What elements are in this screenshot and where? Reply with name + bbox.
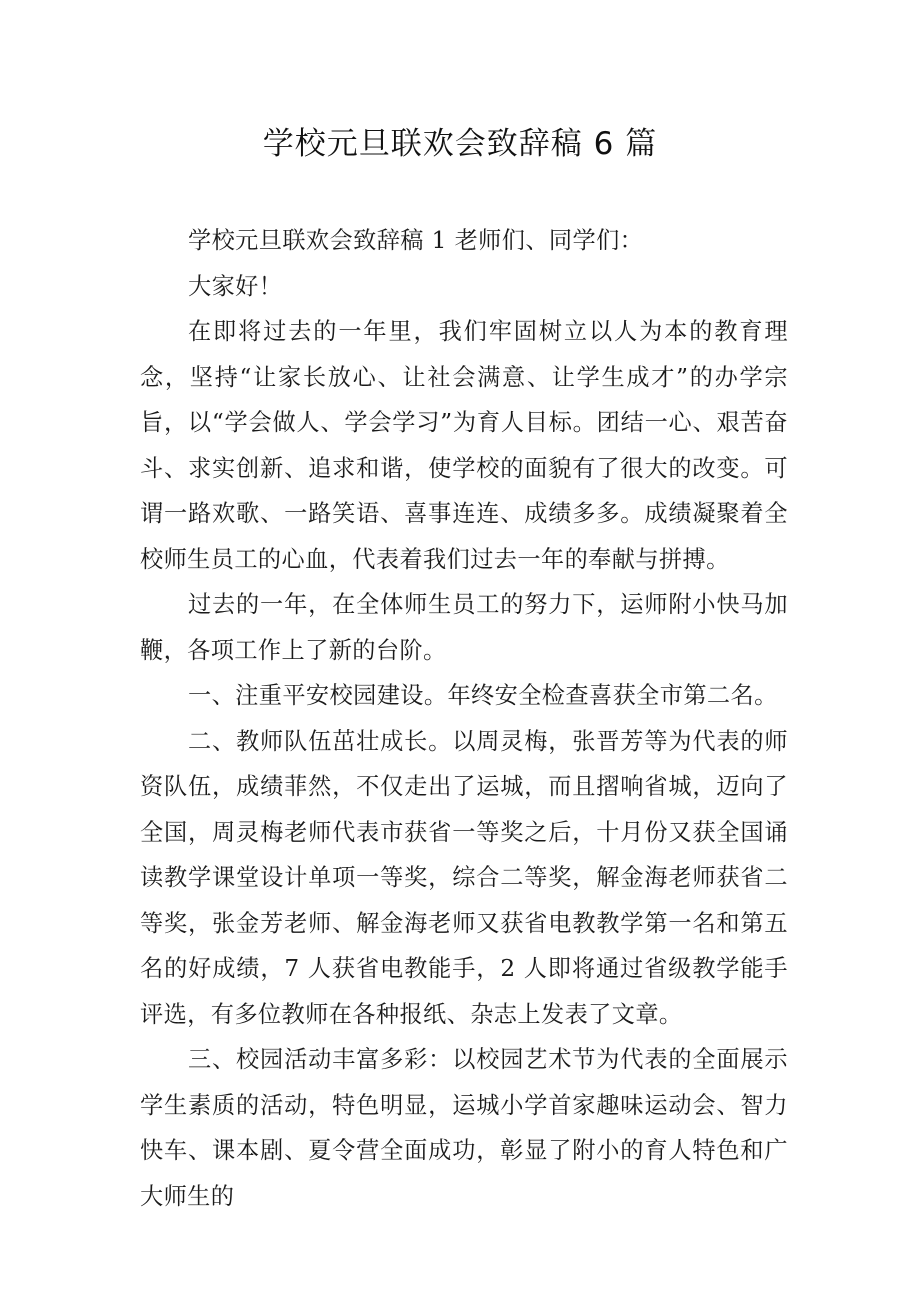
paragraph-past-year: 过去的一年，在全体师生员工的努力下，运师附小快马加鞭，各项工作上了新的台阶。	[140, 591, 788, 664]
paragraph-teachers: 二、教师队伍茁壮成长。以周灵梅，张晋芳等为代表的师资队伍，成绩菲然，不仅走出了运城，而且摺响省城，迈向了全国，周灵梅老师代表市获省一等奖之后，十月份又获全国诵读教学课堂设计单项一等奖，综合二等奖，解金海老师获省二等奖，张金芳老师、解金海老师又获省电教教学第一名和第五名的好成绩，7 人获省电教能手，2 人即将通过省级教学能手评选，有多位教师在各种报纸、杂志上发表了文章。	[140, 727, 788, 1028]
paragraph-review: 在即将过去的一年里，我们牢固树立以人为本的教育理念，坚持“让家长放心、让社会满意、让学生成才”的办学宗旨，以“学会做人、学会学习”为育人目标。团结一心、艰苦奋斗、求实创新、追求和谐，使学校的面貌有了很大的改变。可谓一路欢歌、一路笑语、喜事连连、成绩多多。成绩凝聚着全校师生员工的心血，代表着我们过去一年的奉献与拼搏。	[140, 318, 788, 573]
paragraph-greeting: 学校元旦联欢会致辞稿 1 老师们、同学们：	[188, 227, 644, 254]
paragraph-activities: 三、校园活动丰富多彩：以校园艺术节为代表的全面展示学生素质的活动，特色明显，运城小学首家趣味运动会、智力快车、课本剧、夏令营全面成功，彰显了附小的育人特色和广大师生的	[140, 1046, 788, 1210]
document-title: 学校元旦联欢会致辞稿 6 篇	[262, 126, 658, 162]
document-body	[140, 218, 788, 1219]
paragraph-hello: 大家好！	[188, 272, 283, 300]
paragraph-safety: 一、注重平安校园建设。年终安全检查喜获全市第二名。	[188, 682, 778, 709]
